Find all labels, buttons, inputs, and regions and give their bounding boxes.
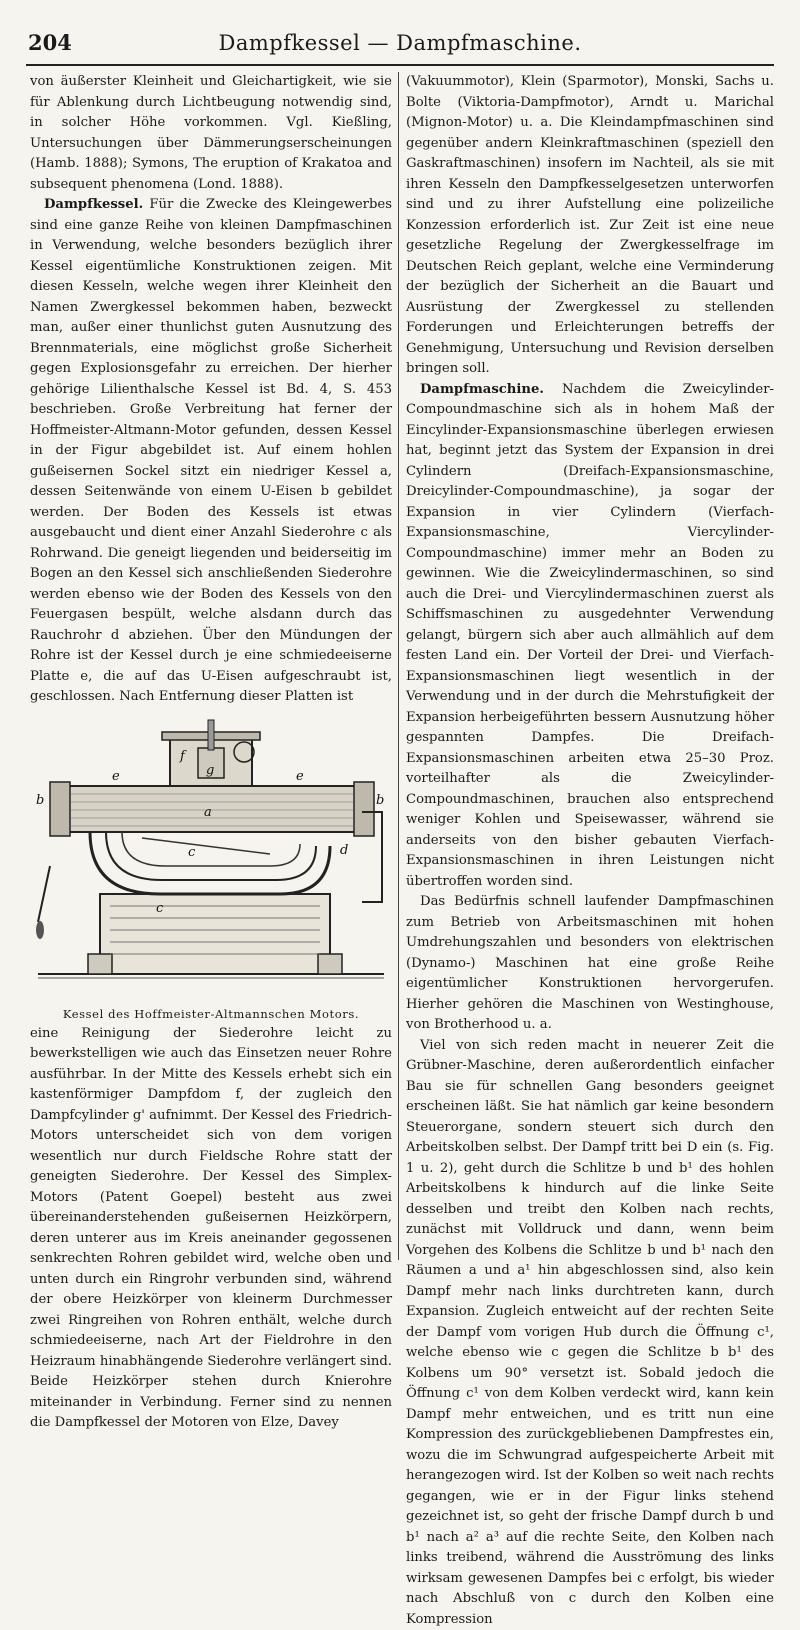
paragraph-boiler-types: eine Reinigung der Siederohre leicht zu bewerkstelligen wie auch das Einsetzen neuer Rohre ausführbar. In der Mitte des Kessels erhebt sich ein kastenförmiger Dampfdom f, der zugleich den Dampfcylinder g' aufnimmt. Der Kessel des Friedrich-Motors unterscheidet sich von dem vorigen wesentlich nur durch Fieldsche Rohre statt der geneigten Siederohre. Der Kessel des Simplex-Motors (Patent Goepel) besteht aus zwei übereinanderstehenden gußeisernen Heizkörpern, deren unterer aus im Kreis aneinander gegossenen senkrechten Rohren gebildet wird, welche oben und unten durch ein Ringrohr verbunden sind, während der obere Heizkörper von kleinerm Durchmesser zwei Ringreihen von Rohren enthält, welche durch schmiedeeiserne, nach Art der Fieldrohre in den Heizraum hinabhängende Siederohre verlängert sind. Beide Heizkörper stehen durch Knierohre miteinander in Verbindung. Ferner sind zu nennen die Dampfkessel der Motoren von Elze, Davey (30, 1024, 392, 1434)
figure-label-f: f (179, 749, 187, 764)
paragraph-dust-continuation: von äußerster Kleinheit und Gleichartigkeit, wie sie für Ablenkung durch Lichtbeugung notwendig sind, in solcher Höhe vorkommen. Vgl. Kießling, Untersuchungen über Dämmerungserscheinungen (Hamb. 1888); Symons, The eruption of Krakatoa and subsequent phenomena (Lond. 1888). (30, 72, 392, 195)
boiler-figure (30, 716, 392, 1022)
entry-body-dampfmaschine: Nachdem die Zweicylinder-Compoundmaschine sich als in hohem Maß der Eincylinder-Expansionsmaschine überlegen erwiesen hat, beginnt jetzt das System der Expansion in drei Cylindern (Dreifach-Expansionsmaschine, Dreicylinder-Compoundmaschine), ja sogar der Expansion in vier Cylindern (Vierfach-Expansionsmaschine, Viercylinder-Compoundmaschine) immer mehr an Boden zu gewinnen. Wie die Zweicylindermaschinen, so sind auch die Drei- und Viercylindermaschinen zuerst als Schiffsmaschinen zu ausgedehnter Verwendung gelangt, bürgern sich aber auch allmählich auf dem festen Land ein. Der Vorteil der Drei- und Vierfach-Expansionsmaschinen liegt wesentlich in der Verwendung und in der durch die Mehrstufigkeit der Expansion herbeigeführten bessern Ausnutzung höher gespannten Dampfes. Die Dreifach-Expansionsmaschinen arbeiten etwa 25–30 Proz. vorteilhafter als die Zweicylinder-Compoundmaschinen, brauchen also entsprechend weniger Kohlen und Speisewasser, während sie anderseits von den bisher gebauten Vierfach-Expansionsmaschinen in ihren Leistungen nicht übertroffen worden sind. (406, 382, 774, 889)
entry-dampfkessel (30, 195, 392, 708)
page-number: 204 (28, 26, 72, 60)
figure-label-b-right: b (376, 793, 384, 808)
page-header (28, 26, 772, 60)
boiler-illustration (30, 716, 392, 1004)
entry-body-dampfkessel: Für die Zwecke des Kleingewerbes sind eine ganze Reihe von kleinen Dampfmaschinen in Verwendung, welche besonders bezüglich ihrer Kessel eigentümliche Konstruktionen zeigen. Mit diesen Kesseln, welche wegen ihrer Kleinheit den Namen Zwergkessel bekommen haben, bezweckt man, außer einer thunlichst guten Ausnutzung des Brennmaterials, eine möglichst große Sicherheit gegen Explosionsgefahr zu erreichen. Der hierher gehörige Lilienthalsche Kessel ist Bd. 4, S. 453 beschrieben. Große Verbreitung hat ferner der Hoffmeister-Altmann-Motor gefunden, dessen Kessel in der Figur abgebildet ist. Auf einem hohlen gußeisernen Sockel sitzt ein niedriger Kessel a, dessen Seitenwände von einem U-Eisen b gebildet werden. Der Boden des Kessels ist etwas ausgebaucht und dient einer Anzahl Siederohre c als Rohrwand. Die geneigt liegenden und beiderseitig im Bogen an den Kessel sich anschließenden Siederohre werden ebenso wie der Boden des Kessels von den Feuergasen bespült, welche alsdann durch das Rauchrohr d abziehen. Über den Mündungen der Rohre ist der Kessel durch je eine schmiedeeiserne Platte e, die auf das U-Eisen aufgeschraubt ist, geschlossen. Nach Entfernung dieser Platten ist (30, 197, 392, 704)
figure-label-c-lower: c (156, 901, 164, 916)
entry-head-dampfmaschine: Dampfmaschine. (420, 382, 544, 397)
figure-label-a: a (204, 805, 212, 820)
figure-label-c-upper: c (188, 845, 196, 860)
figure-label-g: g (206, 763, 214, 778)
column-separator (398, 72, 399, 1260)
entry-head-dampfkessel: Dampfkessel. (44, 197, 143, 212)
figure-label-b-left: b (36, 793, 44, 808)
figure-caption: Kessel des Hoffmeister-Altmannschen Motors. (30, 1006, 392, 1022)
figure-label-e-left: e (112, 769, 120, 784)
paragraph-gruebner-machine: Viel von sich reden macht in neuerer Zeit die Grübner-Maschine, deren außerordentlich einfacher Bau sie für schnellen Gang besonders geeignet erscheinen läßt. Sie hat nämlich gar keine besondern Steuerorgane, sondern steuert sich durch den Arbeitskolben selbst. Der Dampf tritt bei D ein (s. Fig. 1 u. 2), geht durch die Schlitze b und b¹ des hohlen Arbeitskolbens k hindurch auf die linke Seite desselben und treibt den Kolben nach rechts, zunächst mit Volldruck und dann, wenn beim Vorgehen des Kolbens die Schlitze b und b¹ nach den Räumen a und a¹ hin abgeschlossen sind, also kein Dampf mehr nach links durchtreten kann, durch Expansion. Zugleich entweicht auf der rechten Seite der Dampf vom vorigen Hub durch die Öffnung c¹, welche ebenso wie c gegen die Schlitze b b¹ des Kolbens um 90° versetzt ist. Sobald jedoch die Öffnung c¹ von dem Kolben verdeckt wird, kann kein Dampf mehr entweichen, und es tritt nun eine Kompression des zurückgebliebenen Dampfrestes ein, wozu die im Schwungrad aufgespeicherte Arbeit mit herangezogen wird. Ist der Kolben so weit nach rechts gegangen, wie er in der Figur links stehend gezeichnet ist, so geht der frische Dampf durch b und b¹ nach a² a³ auf die rechte Seite, den Kolben nach links treibend, während die Ausströmung des links wirksam gewesenen Dampfes bei c erfolgt, bis wieder nach Abschluß von c durch den Kolben eine Kompression (406, 1036, 774, 1630)
left-column (30, 72, 392, 1260)
figure-label-e-right: e (296, 769, 304, 784)
header-rule (26, 64, 774, 66)
right-column (406, 72, 774, 1260)
paragraph-small-engines: (Vakuummotor), Klein (Sparmotor), Monski, Sachs u. Bolte (Viktoria-Dampfmotor), Arndt u. Marichal (Mignon-Motor) u. a. Die Kleindampfmaschinen sind gegenüber andern Kleinkraftmaschinen (speziell den Gaskraftmaschinen) insofern im Nachteil, als sie mit ihren Kesseln den Dampfkesselgesetzen unterworfen sind und zu ihrer Aufstellung eine polizeiliche Konzession erforderlich ist. Zur Zeit ist eine neue gesetzliche Regelung der Zwergkesselfrage im Deutschen Reich geplant, welche eine Verminderung der bezüglich der Sicherheit an die Bauart und Ausrüstung der Zwergkessel zu stellenden Forderungen und Erleichterungen betreffs der Genehmigung, Untersuchung und Revision derselben bringen soll. (406, 72, 774, 380)
entry-dampfmaschine (406, 380, 774, 893)
figure-label-d: d (340, 843, 348, 858)
running-head: Dampfkessel — Dampfmaschine. (28, 26, 772, 60)
paragraph-fast-engines: Das Bedürfnis schnell laufender Dampfmaschinen zum Betrieb von Arbeitsmaschinen mit hohen Umdrehungszahlen und besonders von elektrischen (Dynamo-) Maschinen hat eine große Reihe eigentümlicher Konstruktionen hervorgerufen. Hierher gehören die Maschinen von Westinghouse, von Brotherhood u. a. (406, 892, 774, 1036)
